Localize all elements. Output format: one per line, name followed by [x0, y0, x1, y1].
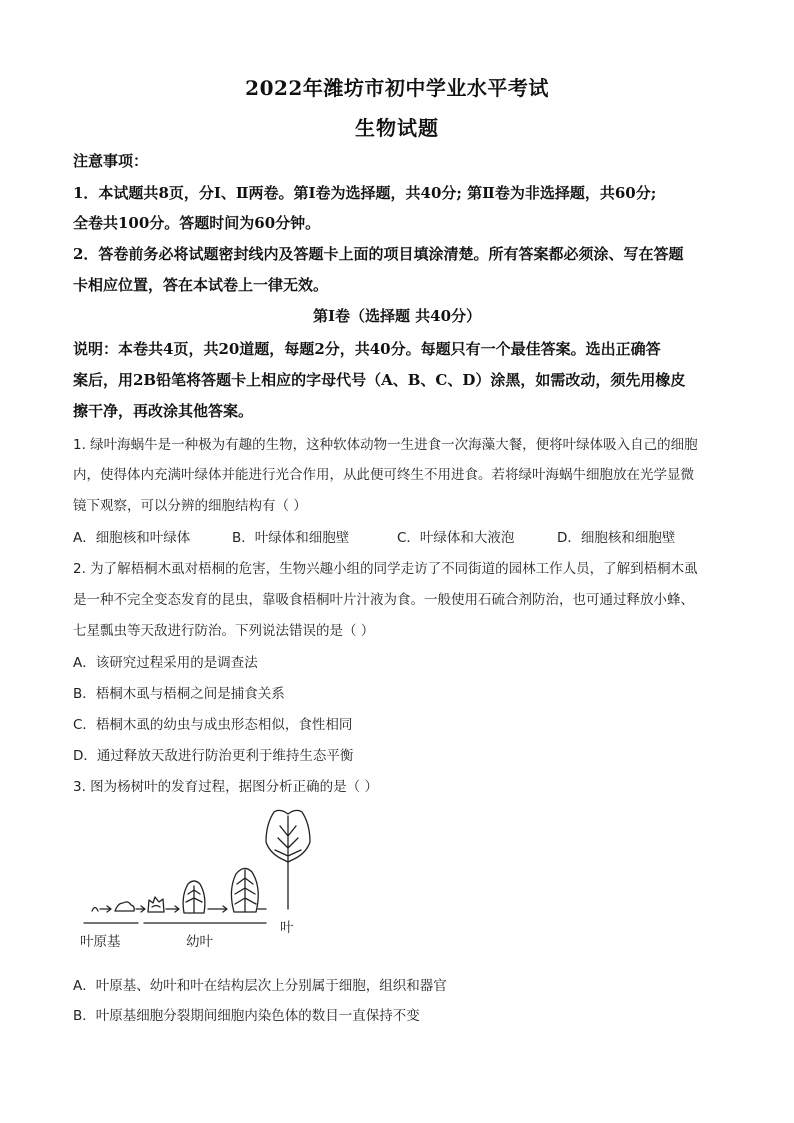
- exam-subtitle: 生物试题: [355, 116, 439, 140]
- question-3-option-a: A．叶原基、幼叶和叶在结构层次上分别属于细胞，组织和器官: [73, 978, 447, 994]
- question-2-option-a: A．该研究过程采用的是调查法: [73, 655, 258, 671]
- notice-item-2-line-1: 2．答卷前务必将试题密封线内及答题卡上面的项目填涂清楚。所有答案都必须涂、写在答题: [73, 245, 684, 263]
- question-2-line-3: 七星瓢虫等天敌进行防治。下列说法错误的是（ ）: [73, 623, 375, 639]
- young-leaf-2-veins: [186, 886, 202, 912]
- young-leaf-1-vein: [152, 906, 160, 908]
- question-1-line-2: 内，使得体内充满叶绿体并能进行光合作用，从此便可终生不用进食。若将绿叶海蜗牛细胞放在光学显微: [73, 467, 694, 483]
- section-1-desc-line-3: 擦干净，再改涂其他答案。: [73, 402, 254, 420]
- question-1-option-b: B．叶绿体和细胞壁: [232, 530, 350, 546]
- notice-item-2-line-2: 卡相应位置，答在本试卷上一律无效。: [73, 276, 329, 294]
- leaf-development-diagram: [78, 808, 438, 958]
- question-1-line-3: 镜下观察，可以分辨的细胞结构有（ ）: [73, 498, 307, 514]
- question-2-option-c: C．梧桐木虱的幼虫与成虫形态相似，食性相同: [73, 717, 353, 733]
- label-young-leaf: 幼叶: [186, 934, 213, 950]
- label-leaf: 叶: [280, 920, 294, 936]
- question-2-line-2: 是一种不完全变态发育的昆虫，靠吸食梧桐叶片汁液为食。一般使用石硫合剂防治，也可通过释放小蜂、: [73, 592, 694, 608]
- question-1-option-d: D．细胞核和细胞壁: [557, 530, 676, 546]
- leaf-development-figure: [78, 808, 438, 958]
- question-3-line-1: 3. 图为杨树叶的发育过程，据图分析正确的是（ ）: [73, 779, 378, 795]
- leaf-primordium-shape: [92, 908, 98, 912]
- young-leaf-1-shape: [148, 897, 164, 912]
- question-2-line-1: 2. 为了解梧桐木虱对梧桐的危害，生物兴趣小组的同学走访了不同街道的园林工作人员，了解到梧桐木虱: [73, 561, 698, 577]
- section-1-heading: 第Ⅰ卷（选择题 共40分）: [312, 307, 482, 325]
- notice-item-1-line-2: 全卷共100分。答题时间为60分钟。: [73, 214, 321, 232]
- bud-shape: [115, 902, 134, 911]
- question-1-option-a: A．细胞核和叶绿体: [73, 530, 191, 546]
- question-2-option-d: D．通过释放天敌进行防治更利于维持生态平衡: [73, 748, 354, 764]
- young-leaf-3-veins: [235, 870, 256, 912]
- notice-item-1-line-1: 1．本试题共8页，分Ⅰ、Ⅱ两卷。第Ⅰ卷为选择题，共40分; 第Ⅱ卷为非选择题，共60分;: [73, 184, 657, 202]
- section-1-desc-line-1: 说明：本卷共4页，共20道题，每题2分，共40分。每题只有一个最佳答案。选出正确答: [73, 340, 661, 358]
- question-1-line-1: 1. 绿叶海蜗牛是一种极为有趣的生物，这种软体动物一生进食一次海藻大餐，便将叶绿体吸入自己的细胞: [73, 437, 698, 453]
- question-2-option-b: B．梧桐木虱与梧桐之间是捕食关系: [73, 686, 285, 702]
- section-1-desc-line-2: 案后，用2B铅笔将答题卡上相应的字母代号（A、B、C、D）涂黑，如需改动，须先用橡皮: [73, 371, 686, 389]
- notice-heading: 注意事项：: [73, 152, 149, 170]
- mature-leaf-veins: [275, 816, 301, 862]
- question-3-option-b: B．叶原基细胞分裂期间细胞内染色体的数目一直保持不变: [73, 1008, 420, 1024]
- question-1-option-c: C．叶绿体和大液泡: [397, 530, 515, 546]
- label-leaf-primordium: 叶原基: [80, 934, 121, 950]
- exam-title: 2022年潍坊市初中学业水平考试: [245, 76, 549, 100]
